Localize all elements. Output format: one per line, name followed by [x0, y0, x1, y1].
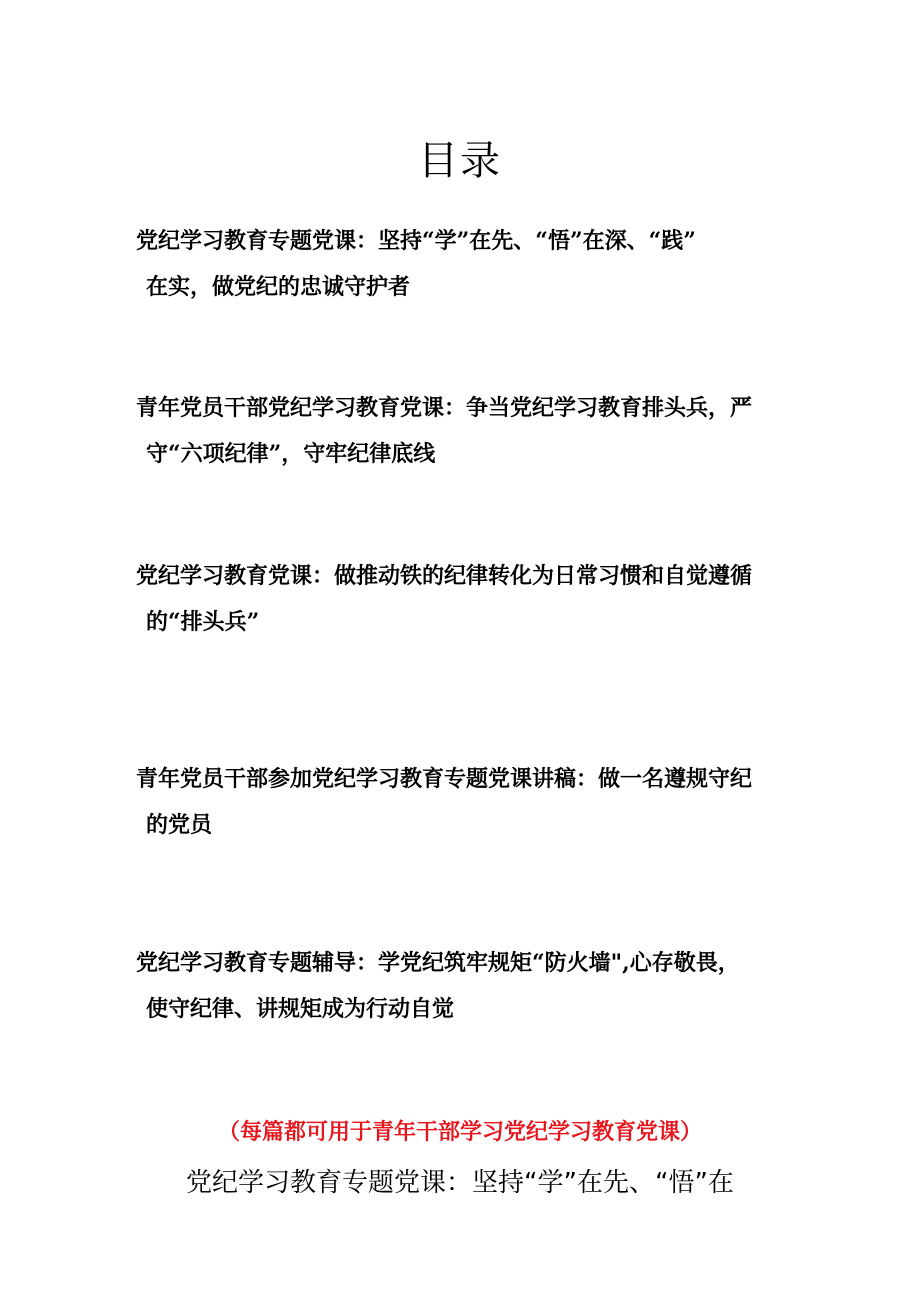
page-title: 目录	[418, 138, 502, 184]
toc-entry-1-line-1: 党纪学习教育专题党课：坚持“学”在先、“悟”在深、“践”	[136, 228, 696, 254]
toc-entry-2-line-1: 青年党员干部党纪学习教育党课：争当党纪学习教育排头兵，严	[136, 395, 753, 421]
toc-entry-4	[136, 756, 796, 848]
toc-entry-4-line-2: 的党员	[146, 812, 213, 838]
toc-entry-5	[136, 940, 796, 1032]
toc-entry-1	[136, 218, 796, 310]
toc-entry-2	[136, 385, 796, 477]
toc-entry-2-line-2: 守“六项纪律”，守牢纪律底线	[146, 441, 436, 467]
article-heading: 党纪学习教育专题党课：坚持“学”在先、“悟”在	[186, 1168, 734, 1198]
toc-entry-1-line-2: 在实，做党纪的忠诚守护者	[146, 274, 411, 300]
toc-entry-3-line-2: 的“排头兵”	[146, 609, 260, 635]
usage-note: （每篇都可用于青年干部学习党纪学习教育党课）	[217, 1119, 702, 1145]
toc-entry-5-line-1: 党纪学习教育专题辅导：学党纪筑牢规矩“防火墙",心存敬畏，	[136, 950, 740, 976]
toc-entry-3	[136, 553, 796, 645]
toc-entry-5-line-2: 使守纪律、讲规矩成为行动自觉	[146, 996, 455, 1022]
toc-entry-3-line-1: 党纪学习教育党课：做推动铁的纪律转化为日常习惯和自觉遵循	[136, 563, 753, 589]
toc-entry-4-line-1: 青年党员干部参加党纪学习教育专题党课讲稿：做一名遵规守纪	[136, 766, 753, 792]
